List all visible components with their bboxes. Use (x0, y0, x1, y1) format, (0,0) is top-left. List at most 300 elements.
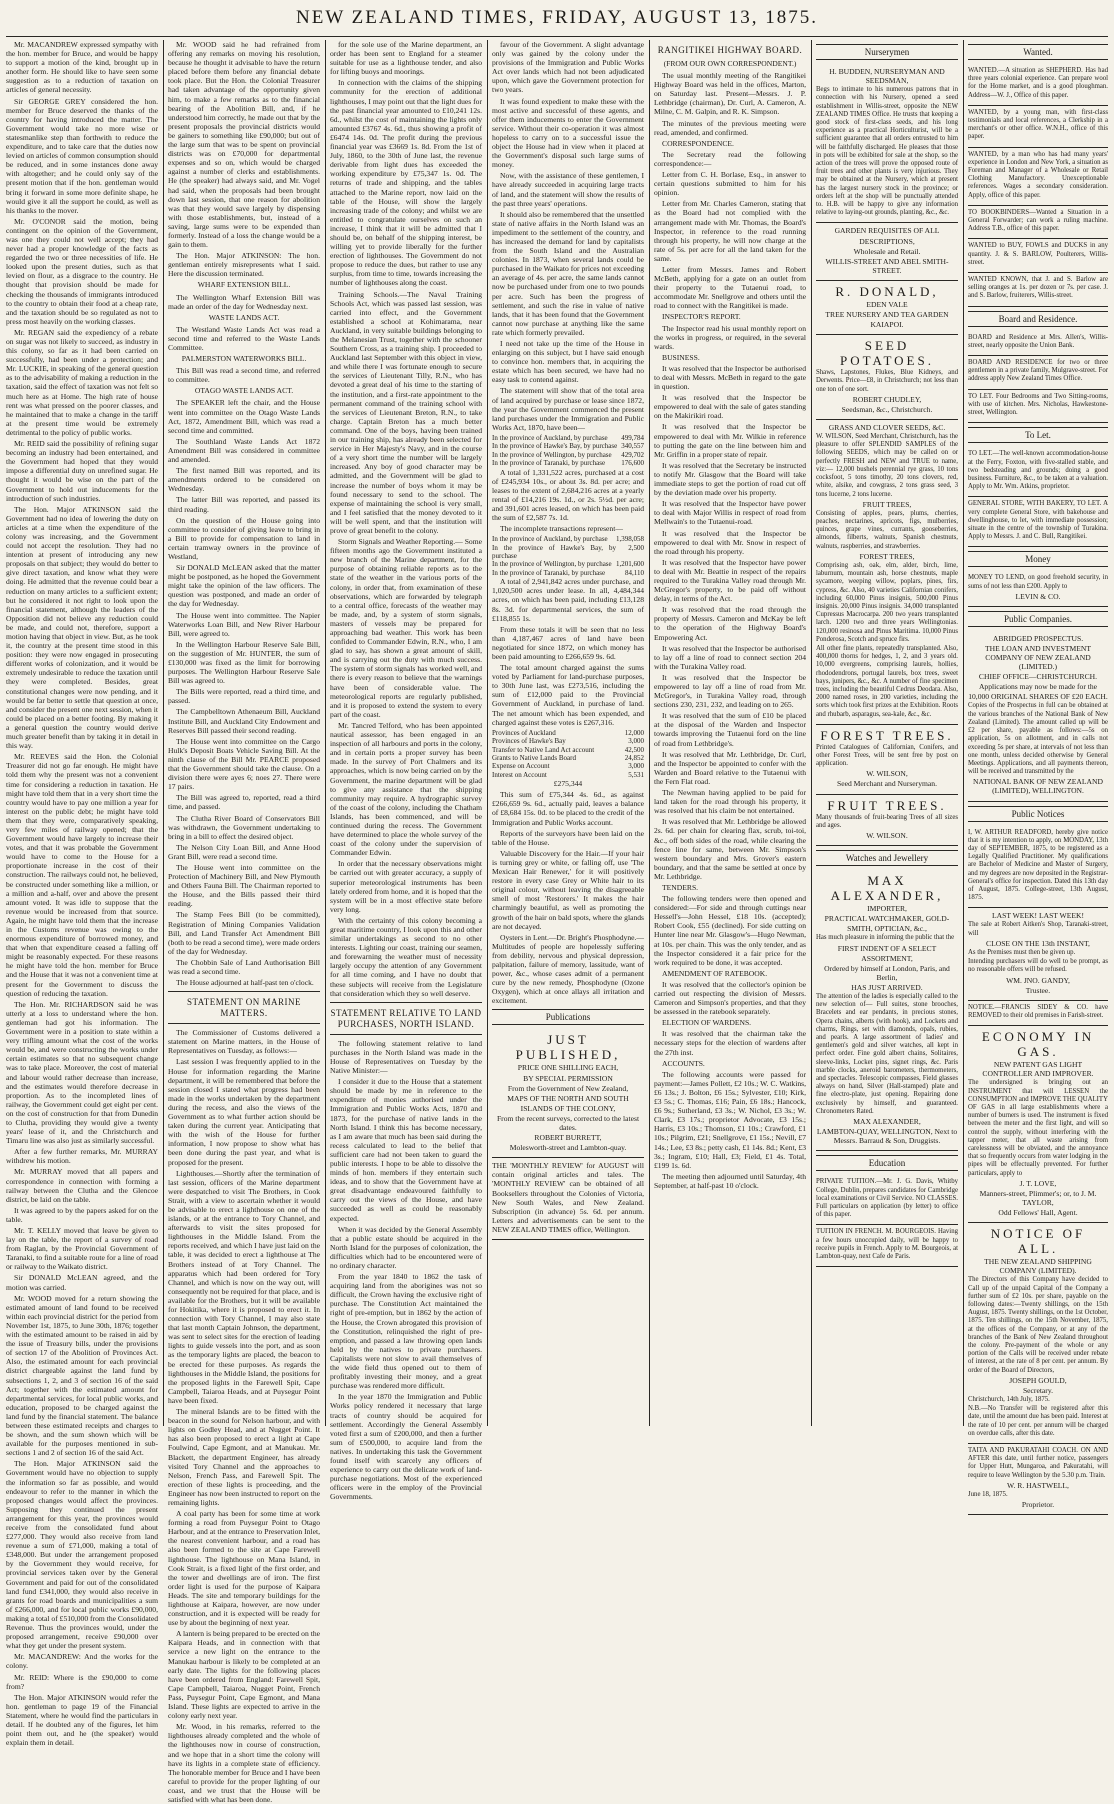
figures-value: 3,000 (628, 762, 644, 771)
advert-sign: LEVIN & CO. (1015, 591, 1061, 601)
article-paragraph: Letter from Mr. Charles Cameron, stating that as the Board had not complied with the arrangement made with Mr. Thomas, the Board's Inspector, in reference to the road running through his property, he will now charge at the rate of 5s. per acre for all the land taken for the same. (654, 199, 806, 263)
article-paragraph: It was resolved that the Inspector be authorised to deal with Messrs. McBeth in regard to the gate in question. (654, 363, 806, 392)
advert-body: TUITION IN FRENCH. M. BOURGEOIS. Having a few hours unoccupied daily, will be happy to receive pupils in French. Apply to M. Bourgeois, at Lambton-quay, next Cafe de Paris. (816, 1228, 958, 1260)
article-paragraph: It was resolved that the Inspector have power to deal with Mr. Beattie in respect of the repairs required to the Turakina Valley road through Mr. McGregor's property, to be paid off without delay, in terms of the Act. (654, 557, 806, 604)
advert-place: Secretary. (1022, 1385, 1054, 1395)
article-paragraph: The statement will show that of the total area of land acquired by purchase or lease since 1872, the year the Government commenced the present land purchases under the Immigration and Public Works Act, 1870, have been— (492, 386, 644, 432)
article-paragraph: This Bill was read a second time, and referred to committee. (168, 366, 320, 385)
figures-label: Provinces of Auckland (492, 728, 556, 737)
figures-label: In the province of Wellington, by purchase (492, 560, 612, 569)
article-paragraph: On the question of the House going into committee to consider of giving leave to bring in a Bill to provide for compensation to land in certain tramway owners in the province of Westland, (168, 515, 320, 561)
advert-sign: WM. JNO. GANDY, (1006, 975, 1070, 985)
article-headline: RANGITIKEI HIGHWAY BOARD. (657, 45, 803, 55)
advert-line: Ordered by himself at London, Paris, and Berlin, (824, 963, 950, 982)
article-paragraph: Sir DONALD McLEAN asked that the matter might be postponed, as he hoped the Government might take the opinion of the law officers. The question was postponed, and made an order of the day for Wednesday. (168, 563, 320, 609)
advert-body: GENERAL STORE, WITH BAKERY, TO LET. A very complete General Store, with bakehouse and dwellinghouse, to let, with immediate possession; situate in the centre of the township of Turakina. Apply to Messrs. J. and C. Bull, Rangitikei. (968, 500, 1108, 541)
article-paragraph: Sir DONALD McLEAN agreed, and the motion was carried. (6, 1273, 158, 1292)
money-advert (968, 571, 1108, 607)
advert-body: TO LET. Four Bedrooms and Two Sitting-rooms, with use of kitchen. Mrs. Nicholas, Hawkestone-street, Wellington. (968, 392, 1108, 417)
article-paragraph: Mr. WOOD moved for a return showing the estimated amount of land found to be received within each provincial district for the period from November 1st, 1875, to June 30th, 1876; together with the estimated amount to be raised in aid by the issue of Treasury bills, under the provisions of section 17 of the Abolition of Provinces Act. Also, the estimated amount for each provincial district chargeable against the land fund by subsections 1, 2, and 3 of section 16 of the said Act; together with the estimated amount for departmental services, for local public works, and education, proposed to be charged against the land fund by the financial statement. The balance between these estimated receipts and charges to be shown, and the sum shown which will be available for the purposes mentioned in sub-sections 1 and 2 of section 16 of the said Act. (6, 1293, 158, 1458)
column-7 (968, 40, 1108, 1510)
advert-line: PRACTICAL WATCHMAKER, GOLD- (824, 914, 950, 924)
article-paragraph: A coal party has been for some time at work forming a road from Puysegur Point to Otago Harbour, and at the entrance to Preservation Inlet, the nearest convenient harbour, and a road has also been formed to the site at Cape Farewell lighthouse. The lighthouse on Mana Island, in Cook Strait, is a fixed light of the first order, and the tower and dwellings are of iron. The first order light is used for the purpose of Kaipara Heads. The site and temporary buildings for the lighthouse at Kaipara, however, are now under construction, and it is expected will be ready for use by about the beginning of next year. (168, 1509, 320, 1628)
byline: (FROM OUR OWN CORRESPONDENT.) (663, 59, 797, 68)
advert-sign: W. WILSON, (866, 769, 908, 779)
column-2 (168, 40, 320, 1804)
article-paragraph: Mr. REEVES said the Hon. the Colonial Treasurer did not go far enough. He might have told them why the present was not a convenient time for considering a reduction in taxation. He might have told them that in a very short time the country would have to pay one million a year for interest on the public debt; he might have told them that they were, comparatively speaking, very few miles of railway opened; that the Government would have largely to increase their votes, and that it was probable the Government would have to come to the House for a proportionate increase in the cost of their construction. The railways could not, he believed, be constructed under something like a million, or a million and a-half, over and above the present amount voted. It was idle to suppose that the revenue would be increased from that source. Again, he might have told them that the increase in the Customs revenue was owing to the enormous expenditure of borrowed money, and that when that expenditure ceased a falling off might be reasonably expected. For these reasons he might have told the hon. member for Bruce and the House that it was not a convenient time at present for the Government to discuss the question of reducing the taxation. (6, 752, 158, 998)
article-paragraph: The incomplete transactions represent— (500, 524, 623, 534)
wanted-advert (968, 239, 1108, 273)
figures-row (492, 434, 644, 442)
article-paragraph: Mr. MURRAY moved that all papers and correspondence in connection with forming a railway between the Clutha and the Glencoe district, be laid on the table. (6, 1167, 158, 1204)
wanted-advert (968, 106, 1108, 148)
article-paragraph: The Westland Waste Lands Act was read a second time and referred to the Waste Lands Committee. (168, 324, 320, 352)
article-paragraph: It was resolved that the Inspector be empowered to deal with Mr. Snow in respect of the road through his property. (654, 528, 806, 556)
figures-row (492, 754, 644, 762)
article-paragraph: The House went into committee on the Cargo Hulk's Deposit Boats Vehicle Saving Bill. At the ninth clause of the Bill Mr. PEARCE proposed that the Government should take the clause. On a division there were ayes 6; noes 27. There were 17 pairs. (168, 736, 320, 792)
advert-body: TAITA AND PAKURATAHI COACH. ON AND AFTER this date, until further notice, passengers for Upper Hutt, Mungaroa, and Pakuratahi, will require to leave Wellington by the 5.30 p.m. Train. (968, 1446, 1108, 1479)
heading-rule (330, 1034, 482, 1035)
article-paragraph: In connection with the claims of the shipping community for the erection of additional lighthouses, I may point out that the light dues for the past financial year amounted to £10,241 12s. 6d., whilst the cost of maintaining the lights only amounted £3767 4s. 6d., thus showing a profit of £6474 14s. 0d. The profit during the previous financial year was £3669 1s. 8d. From the 1st of July, 1860, to the 30th of June last, the revenue derivable from light dues has exceeded the working expenditure by £75,347 1s. 0d. The returns of trade and shipping, and the tables attached to the Marine report, now laid on the table of the House, will show the largely increasing trade of the colony; and whilst we are entitled to congratulate ourselves on such an increase, I think that it will be admitted that I should be, on behalf of the shipping interest, be willing yet to provide liberally for the further erection of lighthouses. The Government do not propose to reduce the dues, but rather to use any surplus, from time to time, towards increasing the number of lighthouses along the coast. (330, 78, 482, 288)
figures-value: 340,557 (621, 442, 644, 451)
column-divider (649, 40, 650, 1426)
article-paragraph: The House went into committee on the Protection of Machinery Bill, and New Plymouth and Others Fauna Bill. The Chairman reported to the House, and the Bills passed their third reading. (168, 862, 320, 909)
advert-place: Trustee. (1025, 985, 1051, 995)
section-heading: WASTE LANDS ACT. (208, 312, 280, 322)
column-divider (963, 40, 964, 1426)
wanted-advert (968, 273, 1108, 307)
masthead-title: NEW ZEALAND TIMES, FRIDAY, AUGUST 13, 1875. (296, 7, 818, 28)
section-heading: OTAGO WASTE LANDS ACT. (194, 386, 294, 396)
article-paragraph: The Bills were reported, read a third time, and passed. (168, 687, 320, 706)
article-paragraph: The meeting then adjourned until Saturday, 4th September, at half-past 10 o'clock. (654, 1171, 806, 1190)
article-paragraph: A lantern is being prepared to be erected on the Kaipara Heads, and in connection with that service a new light on the entrance to the Manukau harbour is likely to be completed at an early date. The lights for the following places have been ordered from England: Farewell Spit, Cape Campbell, Taiaroa, Nugget Point, French Pass, Puysegur Point, Cape Egmont, and Mana Island. These lights are expected to arrive in the colony early next year. (168, 1629, 320, 1721)
column-6 (816, 40, 958, 1426)
advert-line: Applications may now be made for the (978, 682, 1098, 692)
general-store-advert (968, 497, 1108, 547)
advert-sign: JOSEPH GOULD, (1009, 1375, 1067, 1385)
publication-advert (492, 1029, 644, 1158)
article-paragraph: From these totals it will be seen that no less than 4,187,467 acres of land have been negotiated for since 1872, on which money has been paid amounting to £266,659 9s. 6d. (492, 624, 644, 661)
section-header-public-companies: Public Companies. (968, 611, 1108, 627)
figures-value: 24,852 (624, 753, 644, 762)
advert-body: NOTICE.—FRANCIS SIDEY & CO. have REMOVED to their old premises in Farish-street. (968, 1003, 1108, 1019)
advert-line: DESCRIPTIONS, (859, 236, 915, 246)
article-paragraph: Mr. Tancred Telford, who has been appointed nautical assessor, has been engaged in an inspection of all harbours and ports in the colony, and in certain ports a proper survey has been made. In the survey of Port Chalmers and its approaches, which is now being carried on by the Government, the marine department will be glad to give any assistance that the shipping community may require. A hydrographic survey of the coast of the colony, including the Chatham Islands, has been commenced, and will be continued during the recess. The Government have determined to place the whole survey of the coast of the colony under the supervision of Commander Edwin. (330, 720, 482, 858)
advert-sign: Odd Fellows' Hall, Agent. (998, 1208, 1078, 1218)
article-paragraph: It was resolved that the Inspector be empowered to deal with Mr. Wilkie in reference to putting the gate on the line between him and Mr. Griffin in a proper state of repair. (654, 422, 806, 459)
gas-economy-advert (968, 1026, 1108, 1223)
pub-title: JUST PUBLISHED, (515, 1032, 621, 1063)
review-text: THE 'MONTHLY REVIEW' for AUGUST will contain original articles and tales. The 'MONTHLY REVIEW' can be obtained of all Booksellers throughout the Colonies of Victoria, New South Wales, and New Zealand. Subscription (in advance) 5s. 6d. per annum. Letters and advertisements can be sent to the NEW ZEALAND TIMES office, Wellington. (492, 1161, 644, 1234)
advert-body: WANTED, by a young man, with first-class testimonials and local references, a Clerkship in a merchant's or other office. W.N.H., office of this paper. (968, 108, 1108, 141)
article-paragraph: The Hon. Major ATKINSON said the Government had no idea of lowering the duty on articles at a time when the expenditure of the colony was increasing, and the Government could not accept the resolution. They had no intention at present of introducing any new proposals on that subject; they would do better to give direct taxation, and know what they were doing. He admitted that the revenue could bear a reduction on many articles to a sufficient extent; but he considered it not right to look upon the financial statement, although the leaders of the Opposition did not believe any reduction could be made, and could not, therefore, support a motion having that object in view. But, as he took it, the country at the present time stood in this position: they were now engaged in prosecuting different works of colonization, and it would be extremely undesirable to reduce the taxation until they were completed. Besides, great constitutional changes were now pending, and it would be far better to settle that question at once, and consider the present one next session, when it could be placed on a better footing. By making it a general question the country would derive much greater benefit than by taking it in detail in this way. (6, 504, 158, 751)
advert-line: ASSORTMENT, (861, 953, 913, 963)
advert-place: Seedsman, &c., Christchurch. (841, 404, 933, 414)
advert-title: FRUIT TREES. (827, 797, 947, 813)
wanted-advert (968, 206, 1108, 240)
advert-subtitle: FOREST TREES, (859, 551, 915, 561)
article-paragraph: The following tenders were then opened and considered:—For side and through cuttings near Hessell's—John Hessel, £18 10s. (accepted); Robert Cook, £55 (declined). For side cutting on Hunter line near Mr. Glasgow's—Hugo Newman, at 10s. per chain. This was the only tender, and as the Inspector considered it a fair price for the work required to be done, it was accepted. (654, 894, 806, 967)
advert-body: TO LET.—The well-known accommodation-house at the Ferry, Foxton, with five-stalled stable, and two bedsteading and grounds; doing a good business. Furniture, &c., to be taken at a valuation. Apply to Mr. Wm. Atkins, proprietor. (968, 450, 1108, 491)
advert-body: TO BOOKBINDERS—Wanted a Situation in a General Forwarder; can work a ruling machine. Address T.B., office of this paper. (968, 208, 1108, 233)
section-header-wanted: Wanted. (968, 44, 1108, 60)
figures-value: 1,201,600 (616, 560, 644, 569)
article-paragraph: Training Schools.—The Naval Training Schools Act, which was passed last session, was carried into effect, and the Government established a school at Kohimarama, near Auckland, in very suitable buildings belonging to the Melanesian Trust, together with the schooner Southern Cross, as a training ship. I proceeded to Auckland last September with this object in view, and while there I was fortunate enough to secure the services of Lieutenant Tilly, R.N., who has devoted a great deal of his time to the starting of the institution, and a first-rate appointment to the permanent command of the training school with the services of Lieutenant Breton, R.N., to take charge. Captain Breton has a much better command. One of the boys, having been trained in our training ship, has already been selected for service in Her Majesty's Navy, and in the course of a very short time the number will be largely increased. Any boy of good character may be admitted, and the Government will be glad to increase the number of boys whom it may be found necessary to send to the school. The expense of maintaining the school is very small, and I feel satisfied that the money devoted to it will be well spent, and that the institution will prove of great benefit to the colony. (330, 289, 482, 535)
article-paragraph: A total of 1,331,522 acres, purchased at a cost of £245,934 10s., or about 3s. 8d. per acre; and leases to the extent of 2,684,216 acres at a yearly rental of £14,216 19s. 1d., or 2s. 5½d. per acre; and 391,601 acres leased, on which has been paid the sum of £2,587 7s. 1d. (492, 467, 644, 523)
advert-title: R. DONALD, (835, 283, 939, 299)
article-paragraph: In the year 1870 the Immigration and Public Works policy rendered it necessary that large tracts of country should be acquired for settlement. Accordingly the General Assembly voted first a sum of £200,000, and then a further sum of £500,000, to acquire land from the natives. In undertaking this task the Government found itself with scarcely any officers of experience to carry out the delicate work of land-purchase negotiations. Most of the experienced officers were in the employ of the Provincial Governments. (330, 1392, 482, 1502)
section-header-nurserymen: Nurserymen (816, 44, 958, 60)
article-paragraph: Mr. WOOD said he had refrained from offering any remarks on moving his resolution, because he thought it advisable to have the return placed before them before any financial debate took place. But the Hon. the Colonial Treasurer had taken advantage of the opportunity given him, to make a few remarks as to the financial bearing of the Abolition Bill, and, if he understood him correctly, he made out that by the present proposals the provincial districts would be gainers to something like £90,000; but out of the large sum that was to be spent on provincial districts was on £70,000 for departmental expenses and so on, which would be charged against a number of clerks and establishments. He (the speaker) had always said, and Mr. Vogel had said, when the proposals had been brought down last session, that one reason for abolition was that they would save largely by dispensing with those establishments, but, instead of a saving, large sums were to be expended than formerly. Instead of a loss the change would be a gain to them. (168, 40, 320, 250)
article-paragraph: The latter Bill was reported, and passed its third reading. (168, 495, 320, 514)
article-paragraph: It should also be remembered that the unsettled state of native affairs in the North Island was an impediment to the settlement of the country, and has increased the demand for land by capitalists from the South Island and the Australian colonies. In 1873, when several lands could be purchased in the Waikato for prices not exceeding an average of 4s. per acre, the same lands cannot now be purchased under from one to two pounds per acre. Such has been the progress of settlement, and such the rise in value of native lands, that it has been found that the Government cannot now purchase at anything like the same rate which formerly prevailed. (492, 209, 644, 337)
section-header-money: Money (968, 551, 1108, 567)
article-paragraph: Mr. REID said the possibility of refining sugar becoming an industry had been entertained, and the Government had hoped that they would impose a differential duty on unrefined sugar. He thought it would be wise on the part of the Government to hold out inducements for the introduction of such industries. (6, 439, 158, 503)
figures-row (492, 535, 644, 543)
advert-place: Proprietor. (1021, 1500, 1055, 1510)
figures-table (492, 535, 644, 577)
section-header-education: Education (816, 1155, 958, 1171)
figures-label: In the province of Auckland, by purchase (492, 433, 608, 442)
advert-body: The sale at Robert Aitken's Shop, Taranaki-street, will (968, 921, 1108, 937)
advert-subtitle: THE NEW ZEALAND SHIPPING COMPANY (LIMITED). (984, 1257, 1092, 1276)
figures-label: In the province of Auckland, by purchase (492, 535, 608, 544)
column-3 (330, 40, 482, 1502)
article-paragraph: The Bill was agreed to, reported, read a third time, and passed. (168, 793, 320, 812)
figures-value: 5,531 (628, 770, 644, 779)
figures-value: 429,702 (621, 450, 644, 459)
advert-subtitle: NEW PATENT GAS LIGHT CONTROLLER AND IMPROVER. (982, 1060, 1094, 1079)
closing-sale-advert (968, 908, 1108, 1000)
figures-value: 3,000 (628, 737, 644, 746)
article-paragraph: BUSINESS. (662, 352, 700, 362)
advert-line: KAIAPOI. (870, 320, 904, 330)
advert-sign: Manners-street, Plimmer's; or, to J. M. TAYLOR, (979, 1188, 1097, 1207)
private-tuition-advert (816, 1175, 958, 1225)
monthly-review-advert (492, 1158, 644, 1240)
figures-value: 1,398,058 (616, 535, 644, 544)
column-5 (654, 40, 806, 1426)
advert-sign: J. T. LOVE, (1019, 1178, 1057, 1188)
article-paragraph: The Southland Waste Lands Act 1872 Amendment Bill was considered in committee and amended. (168, 436, 320, 465)
french-tuition-advert (816, 1225, 958, 1267)
advert-line: HAS JUST ARRIVED. (851, 982, 923, 992)
advert-line: ABRIDGED PROSPECTUS. (992, 633, 1084, 643)
advert-line: 10,000 ORIGINAL SHARES OF £20 EACH. (968, 692, 1108, 702)
article-headline: STATEMENT RELATIVE TO LAND PURCHASES, NORTH ISLAND. (330, 1007, 482, 1029)
prospectus-advert (968, 631, 1108, 802)
advert-line: TREE NURSERY AND TEA GARDEN (825, 310, 949, 319)
figures-row (492, 459, 644, 467)
advert-body: Copies of the Prospectus in full can be obtained at the various branches of the National Bank of New Zealand (Limited). The amount called up will be £2 per share, payable as follows:—5s on application, 5s on allotment, and in calls not exceeding 5s per share, at intervals of not less than one month, unless decided otherwise by General Meetings. Applications, and all payments thereon, will be received and transmitted by the (968, 702, 1108, 776)
advert-line: CHIEF OFFICE—CHRISTCHURCH. (978, 672, 1098, 682)
article-headline: STATEMENT ON MARINE MATTERS. (186, 997, 302, 1019)
article-paragraph: The Campbelltown Athenaeum Bill, Auckland Institute Bill, and Auckland City Endowment and Reserves Bill passed their second reading. (168, 707, 320, 735)
figures-table (492, 434, 644, 468)
article-paragraph: I need not take up the time of the House in enlarging on this subject, but I have said enough to convince hon. members that, in acquiring the estate which has been secured, we have had no easy task to contend against. (492, 339, 644, 385)
article-paragraph: Last session I was frequently applied to in the House for information regarding the Marine department, it will be remembered that before the session closed I stated what progress had been made in the works undertaken by the department during the recess, and also the views of the Government as to what further action should be taken during the current year. Anticipating that with the wish of the House for further information, I now propose to show what has been done during the past year, and what is proposed for the present. (168, 1057, 320, 1167)
advert-title: ECONOMY IN GAS. (981, 1029, 1095, 1060)
advert-body: Has much pleasure in informing the public that the (816, 934, 955, 942)
article-paragraph: The following accounts were passed for payment:—James Pollett, £2 10s.; W. C. Watkins, £6 13s.; J. Bolton, £6 15s.; Sylvester, £10; Kirk, £3 5s.; C. Thomas, £16; Pain, £6 18s.; Hancock, £6 9s.; Sutherland, £3 3s.; W. Nichol, £3 3s.; W. Clark, £3 17s.; proprietor Advocate, £3 15s.; Harris, £3 10s.; Thomson, £1 10s.; Crawford, £1 10s.; Pilgrim, £21; Snellgrove, £1 15s.; Nevill, £7 14s.; Lee, £3 8s.; petty cash, £1 14s. 8d.; Kent, £3 3s.; Ingram, £10; Hall, £3; Field, £1 4s. Total, £199 1s. 6d. (654, 1069, 806, 1170)
article-paragraph: The Newman having applied to be paid for land taken for the road through his property, it was resolved that his claim be not entertained. (654, 788, 806, 816)
article-paragraph: The SPEAKER left the chair, and the House went into committee on the Otago Waste Lands Act, 1872, Amendment Bill, which was read a second time and committed. (168, 398, 320, 435)
article-paragraph: The House adjourned at half-past ten o'clock. (176, 978, 314, 988)
article-paragraph: I consider it due to the House that a statement should be made by me in reference to the expenditure of monies authorised under the Immigration and Public Works Acts, 1870 and 1873, for the purchase of native lands in the North Island. I think this has become necessary, as I am aware that much has been said during the recess calculated to lead to the belief that sufficient care had not been taken to guard the public interests. I hope to be able to dissolve the minds of hon. members if they entertain such ideas, and to show that the Government have at great disadvantage endeavoured faithfully to carry out the views of the House, and have succeeded as well as could be reasonably expected. (330, 1077, 482, 1223)
figures-value: 176,600 (621, 459, 644, 468)
advert-line: SMITH, OPTICIAN, &c., (847, 924, 927, 934)
article-paragraph: The Commissioner of Customs delivered a statement on Marine matters, in the House of Representatives on Tuesday, as follows:— (168, 1028, 320, 1056)
shipping-company-notice (968, 1223, 1108, 1444)
figures-row (492, 544, 644, 561)
article-paragraph: It was resolved that the Inspector be authorised to lay off a line of road to connect section 204 with the Turakina Valley road. (654, 643, 806, 671)
columns (6, 40, 1108, 1804)
section-header-public-notices: Public Notices (968, 806, 1108, 822)
advert-body: June 18, 1875. (968, 1490, 1008, 1498)
advert-body: Comprising ash, oak, elm, alder, birch, lime, laburnum, mountain ash, horse chestnuts, maple sycamore, weeping willow, poplars, pines, firs, cypress, &c. Also, 40 varieties Californian conifers, including 60,000 Pinus insignis, 500,000 Pinus insignis. 20,000 Pinus insignis. 34,000 transplanted Cupressus Macrocarpa. 200 two years transplanted larch. 1200 two and three years Wellingtonias. 120,000 resinosa and Pinus Maritima. 10,000 Pinus Ponderosa, Scotch and spruce firs. (816, 561, 958, 643)
article-paragraph: Valuable Discovery for the Hair.—If your hair is turning grey or white, or falling off, use 'The Mexican Hair Renewer,' for it will positively restore in every case Grey or White hair to its original colour, without leaving the disagreeable smell of most 'Restorers.' It makes the hair charmingly beautiful, as well as promoting the growth of the hair on bald spots, where the glands are not decayed. (492, 848, 644, 931)
masthead (0, 0, 1114, 36)
pub-special: BY SPECIAL PERMISSION (523, 1073, 613, 1083)
article-paragraph: It was found expedient to make these with the most active and successful of these agents, and offer them inducements to enter the Government service. Without their co-operation it was almost hopeless to carry on to a successful issue the object the House had in view when it placed at the Government's disposal such large sums of money. (492, 96, 644, 170)
donald-advert (816, 281, 958, 335)
article-paragraph: In order that the necessary observations might be carried out with greater accuracy, a supply of superior meteorological instruments has been lately ordered from home, and it is hoped that the system will be in a most effective state before very long. (330, 859, 482, 914)
article-paragraph: Lighthouses.—Shortly after the termination of last session, officers of the Marine department were despatched to visit The Brothers, in Cook Strait, with a view to ascertain whether it would be advisable to erect a lighthouse on one of the islands, or at the entrance to Tory Channel, and afterwards to visit the sites proposed for lighthouses in the Middle Island. From the reports received, and which I have just laid on the table, it was decided to erect a lighthouse at The Brothers instead of at Tory Channel. The apparatus which had been ordered for Tory Channel, and which is now on the way out, will consequently not be required for that place, and is available for the Brothers, but it will be available for Hokitika, where it is proposed to erect it. In connection with Tory Channel, I may also state that last month Captain Johnson, the department, was sent to select sites for the erection of leading lights to guide vessels into the port, and as soon as the temporary lights are placed, the beacon to be erected for these purposes. As regards the lighthouses in the Middle Island, the positions for the proposed lights in the Farewell Spit, Cape Campbell, Taiaroa Heads, and at Puysegur Point have been fixed. (168, 1168, 320, 1405)
article-paragraph: With the certainty of this colony becoming a great maritime country, I look upon this and other similar undertakings as second to no other interests. Lighting our coast, training our seamen, and forewarning the weather must of necessity largely occupy the attention of any Government for all time coming, and I have no doubt that these subjects will receive from the Legislature that consideration which they so well deserve. (330, 915, 482, 998)
article-paragraph: The Hon. Major ATKINSON: The hon. gentleman entirely misrepresents what I said. Here the discussion terminated. (168, 251, 320, 279)
garden-requisites-advert (816, 223, 958, 280)
article-paragraph: Mr. REGAN said the expediency of a rebate on sugar was not likely to succeed, as industry in this colony, so far as it had been carried on successfully, had been under a protection; and Mr. LUCKIE, in speaking of the general question as to the advisability of making a reduction in the taxation, said the effect of taxation was not felt so much here as at Home. The high rate of house rent was what pressed on the poorer classes, and he maintained that to make a change in the tariff at the present time would be extremely detrimental to the policy of public works. (6, 327, 158, 437)
board-advert (968, 331, 1108, 356)
publisher-address: Molesworth-street and Lambton-quay. (509, 1143, 627, 1153)
article-paragraph: It was resolved that the road through the property of Messrs. Cameron and McKay be left to the operation of the Highway Board's Empowering Act. (654, 605, 806, 642)
advert-line: THE LOAN AND INVESTMENT COMPANY OF NEW ZEALAND (LIMITED.) (984, 643, 1092, 672)
article-paragraph: It was resolved that the chairman take the necessary steps for the election of wardens after the 27th inst. (654, 1029, 806, 1057)
advert-body: As the Premises must then be given up. (968, 948, 1076, 956)
advert-body: Printed Catalogues of Californian, Conifers, and other Forest Trees, will be sent free by post on application. (816, 743, 958, 768)
advert-title: MAX ALEXANDER, (830, 873, 944, 904)
advert-body: PRIVATE TUITION.—Mr. J. G. Davis, Whitby College, Dublin, prepares candidates for Cambridge local examinations or Civil Service. NO CLASSES. Full particulars on application (by letter) to office of this paper. (816, 1178, 958, 1219)
figures-value: 42,500 (624, 745, 644, 754)
forest-trees-advert (816, 725, 958, 795)
grass-seeds-advert (816, 420, 958, 725)
figures-row (492, 762, 644, 770)
advert-body: I, W. ARTHUR READFORD, hereby give notice that it is my intention to apply, on MONDAY, 13th day of SEPTEMBER, 1875, to be registered as a Legally Qualified Practitioner. My qualifications are Bachelor of Medicine and Master of Surgery, and my degrees are now deposited in the Registrar-General's office for inspection. Dated this 13th day of August, 1875. College-street, 13th August, 1875. (968, 828, 1108, 902)
section-heading: WHARF EXTENSION BILL. (197, 280, 291, 290)
board-advert (968, 356, 1108, 390)
article-paragraph: The Inspector read his usual monthly report on the works in progress, or required, in the several wards. (654, 323, 806, 351)
advert-title: H. BUDDEN, NURSERYMAN AND SEEDSMAN, (829, 67, 945, 86)
figures-label: Provinces of Hawke's Bay (492, 737, 566, 746)
figures-label: Interest on Account (492, 770, 547, 779)
article-paragraph: The Hon. Mr. RICHARDSON said he was utterly at a loss to understand where the hon. gentleman had got his information. The Government were in a position to state within a very trifling amount what the cost of the works would be, and were constructing the works under certain estimates so that no subsequent change was to take place. Moreover, the cost of material and labour would rather decrease than increase, and the estimates would therefore decrease in proportion. As to the incompleted lines of railway, the Government could get eight per cent. on the cost of construction for that from Dunedin to Clutha, providing they would give a twenty years' lease of it, and the Christchurch and Timaru line was also just as similarly successful. (6, 999, 158, 1146)
advert-sign: MAX ALEXANDER, (853, 1117, 921, 1127)
article-paragraph: favour of the Government. A slight advantage only was gained by the colony under the provisions of the Immigration and Public Works Act over lands which had not been adjudicated upon, which gave the Government protection for two years. (492, 40, 644, 95)
article-paragraph: From the year 1840 to 1862 the task of acquiring land from the aborigines was not so difficult, the Crown having the exclusive right of purchase. The Constitution Act maintained the right of pre-emption, but in 1862 by the action of the House, the Crown abrogated this provision of the Constitution, relinquished the right of pre-emption, and passed a law throwing open lands held by the natives to private purchasers. Capitalists were not slow to avail themselves of the wide field thus opened out to them of profitably investing their money, and a great purchase was rendered more difficult. (330, 1272, 482, 1391)
section-header-to-let: To Let. (968, 427, 1108, 443)
figures-label: In the province of Hawke's Bay, by purchase (492, 543, 616, 561)
figures-row (492, 737, 644, 745)
article-paragraph: ACCOUNTS. (662, 1058, 705, 1068)
article-paragraph: Mr. MACANDREW expressed sympathy with the hon. member for Bruce, and would be happy to support a motion of the kind, brought up in another form. He should like to have seen some suggestion as to a reduction of taxation on articles of general necessity. (6, 40, 158, 95)
section-header-board: Board and Residence. (968, 311, 1108, 327)
article-paragraph: The Hon. Major ATKINSON would refer the hon. gentleman to page 19 of the Financial Statement, where he would find the particulars in detail. If he doubted any of the figures, let him point them out, and he (the speaker) would explain them in detail. (6, 1692, 158, 1748)
advert-title: GRASS AND CLOVER SEEDS, &C. (828, 422, 946, 432)
readford-notice (968, 826, 1108, 909)
article-paragraph: ELECTION OF WARDENS. (662, 1018, 752, 1028)
pub-surveys: From the recent surveys, corrected to the latest dates. (496, 1113, 640, 1132)
advert-body: The attention of the ladies is especially called to the new selection of— Full suites, stone brooches, Bracelets and ear pendants, in precious stones, Opera chains, alberts (with hook), and Lockets and charms, Rings, set with diamonds, opals, rubies, and pearls. A large assortment of ladies' and gentlemen's gold and silver watches, all kept in perfect order. Fine gold albert chains, Solitaires, sleeve-links, Locket pins, signet rings, &c. Paris marble clocks, aneroid barometers, thermometers, and spectacles. Telescopic compasses, Field glasses always on hand, Silver (Hall-stamped) plate and fine electro-plate, just opening. Repairing done exclusively by himself, and guaranteed. Chronometers Rated. (816, 993, 958, 1115)
advert-sign: W. R. HASTWELL, (1007, 1480, 1069, 1490)
advert-body: Intending purchasers will do well to be prompt, as no reasonable offers will be refused. (968, 958, 1108, 974)
advert-line: GARDEN REQUISITES OF ALL (834, 226, 940, 236)
coach-advert (968, 1444, 1108, 1515)
article-paragraph: The Hon. Major ATKINSON said the Government would have no objection to supply the information so far as possible, and would endeavour to refer to the manner in which the proposed changes would affect the provinces. Supposing they continued the present arrangement for this year, the provinces would receive from the consolidated fund about £277,000. They would also receive from land revenue a sum of £71,000, making a total of £348,000. But under the arrangement proposed by the Government they would receive, for provincial services taken over by the General Government and paid for out of the consolidated land fund £341,000, they would also receive in grants for road boards and municipalities a sum of £266,000, and for local public works £90,000, making a total of £510,000 from the Consolidated Revenue. Thus the provinces would, under the proposed arrangement, receive £90,000 over what they get under the present system. (6, 1459, 158, 1651)
figures-label: In the province of Wellington, by purchase (492, 450, 612, 459)
article-paragraph: The mineral Islands are to be fitted with the beacon in the sound for Nelson harbour, and with lights on Godley Head, and at Nugget Point. It has also been proposed to erect a light at Cape Foulwind, Cape Egmont, and at Manukau. Mr. Blackett, the department Engineer, has already visited Tory Channel and the approaches to Nelson, French Pass, and Farewell Spit. The erection of these lights is proceeding, and the Engineer has now been instructed to report on the remaining lights. (168, 1407, 320, 1507)
article-paragraph: Now, with the assistance of these gentlemen, I have already succeeded in acquiring large tracts of land, and the statement will show the results of the past three years' operations. (492, 171, 644, 208)
advert-sign: NATIONAL BANK OF NEW ZEALAND (LIMITED), WELLINGTON. (973, 777, 1103, 796)
fruit-trees-advert (816, 795, 958, 847)
article-paragraph: The House went into committee. The Napier Waterworks Loan Bill, and New River Harbour Bill, were agreed to. (168, 610, 320, 638)
heading-rule (330, 1002, 482, 1003)
article-paragraph: The following statement relative to land purchases in the North Island was made in the House of Representatives on Tuesday by the Native Minister:— (330, 1038, 482, 1076)
section-heading: PALMERSTON WATERWORKS BILL. (181, 354, 307, 364)
max-alexander-advert (816, 870, 958, 1151)
article-paragraph: Letter from C. H. Borlase, Esq., in answer to certain questions submitted to him for his opinion. (654, 170, 806, 198)
article-paragraph: It was agreed to by the papers asked for on the table. (6, 1205, 158, 1224)
figures-label: Grants to Native Lands Board (492, 753, 576, 762)
advert-title: SEED POTATOES. (840, 338, 934, 369)
article-paragraph: TENDERS. (662, 882, 699, 892)
article-paragraph: The Chobbin Sale of Land Authorisation Bill was read a second time. (168, 957, 320, 976)
figures-total: £275,344 (553, 779, 583, 789)
advert-line: FIRST INDENT OF A SELECT (837, 943, 937, 953)
column-divider (325, 40, 326, 1426)
column-divider (163, 40, 164, 1426)
advert-body: W. WILSON, Seed Merchant, Christchurch, has the pleasure to offer SPLENDID SAMPLES of the following SEEDS, which may be called on or perfectly FRESH and NEW and TRUE to name, viz:— 12,000 bushels perennial rye grass, 10 tons cocksfoot, 5 tons timothy, 20 tons clovers, red, white, alsike, and cowgrass, 2 tons grass seed, 3 tons lucerne, 2 tons lucerne. (816, 433, 958, 498)
article-paragraph: Sir GEORGE GREY considered the hon. member for Bruce deserved the thanks of the country for having introduced the matter. The Government would take no more wise or statesmanlike step than forthwith to reduce the expenditure, and to take care that the duties now levied on articles of common consumption should be reduced, and in some instances done away with altogether; and he could only say of the present motion that if the hon. gentleman would bring it forward in some more definite shape, he would give it all the support he could, as well as his thanks to the mover. (6, 96, 158, 215)
figures-value: 84,110 (625, 568, 644, 577)
article-paragraph: The total amount charged against the sums voted by Parliament for land-purchase purposes, to 30th June last, was £273,516, including the sum of £12,000 paid to the Provincial Government of Auckland, in purchase of land. The net amount which has been expended, and charged against these votes is £267,316. (492, 663, 644, 727)
wanted-advert (968, 148, 1108, 206)
section-header-publications: Publications (492, 1009, 644, 1025)
article-paragraph: The Wellington Wharf Extension Bill was made an order of the day for Wednesday next. (168, 292, 320, 311)
figures-label: In the province of Hawke's Bay, by purchase (492, 442, 618, 451)
advert-sign: W. WILSON. (866, 830, 908, 840)
pub-islands: ISLANDS OF THE COLONY, (520, 1103, 616, 1113)
advert-line: EDEN VALE (866, 299, 908, 309)
article-paragraph: When it was decided by the General Assembly that a public estate should be acquired in the North Island for the purposes of colonization, the difficulties which had to be encountered were of no ordinary character. (330, 1224, 482, 1270)
advert-line: IMPORTER, (867, 904, 907, 914)
advert-body: N.B.—No Transfer will be registered after this date, until the amount due has been paid. Interest at the rate of 10 per cent. per annum will be charged on overdue calls, after this date. (968, 1405, 1108, 1437)
heading-rule (168, 1023, 320, 1024)
article-paragraph: Reports of the surveyors have been laid on the table of the House. (492, 828, 644, 847)
advert-body: Begs to intimate to his numerous patrons that in connection with his Nursery, opened a seed establishment in Willis-street, opposite the NEW ZEALAND TIMES Office. He trusts that keeping a good stock of first-class seeds, and his long experience as a practical Horticulturist, will be a sufficient guarantee that all orders entrusted to him will be faithfully discharged. He pleases that those in pots will be exhibited for sale at the shop, so the action of the trees will prove the opposed route of fruit trees and other plants is very injurious. They may be obtained at the Nursery, which at present has the largest nursery stock in the province; or orders left at the shop will be punctually attended to. H.B. will be happy to give any information relative to laying-out grounds, planting, &c., &c. (816, 86, 958, 217)
article-paragraph: It was resolved that Mr. Lethbridge be allowed 2s. 6d. per chain for clearing flax, scrub, toi-toi, &c., off both sides of the road, while clearing the fence line for same, between Mr. Simpson's western boundary and Mrs. Grover's eastern boundary, and that the same be settled at once by Mr. Lethbridge. (654, 817, 806, 881)
article-paragraph: The Nelson City Loan Bill, and Anne Hood Grant Bill, were read a second time. (168, 842, 320, 861)
article-paragraph: The Stamp Fees Bill (to be committed), Registration of Mining Companies Validation Bill, and Land Transfer Act Amendment Bill (both to be read a second time), were made orders of the day for Wednesday. (168, 910, 320, 956)
article-paragraph: The Clutha River Board of Conservators Bill was withdrawn, the Government undertaking to bring in a bill to effect the desired object. (168, 813, 320, 841)
article-paragraph: Mr. O'CONOR said the motion, being contingent on the opinion of the Government, was one they could not well accept; they had never had a proper knowledge of the facts as regarded the two or three necessities of life. He looked upon the present duties, such as that levied on flour, as a disgrace to the country. He thought that provision should be made for checking the thousands of immigrants introduced to the country to obtain their food at a cheap rate, and the taxation should be so regulated as not to press most heavily on the working classes. (6, 216, 158, 326)
figures-label: In the province of Taranaki, by purchase (492, 459, 606, 468)
article-paragraph: It was resolved that the Inspector have power to deal with Major Willis in respect of road from Mellwain's to the Tutaenui-road. (654, 499, 806, 527)
wanted-advert (968, 64, 1108, 106)
figures-label: In the province of Taranaki, by purchase (492, 568, 606, 577)
advert-line: CLOSE ON THE 13th INSTANT, (986, 938, 1090, 948)
article-paragraph: A total of 2,941,842 acres under purchase, and 1,020,500 acres under lease. In all, 4,484,344 acres, on which has been paid, including £13,128 8s. 3d. for departmental services, the sum of £118,855 1s. (492, 577, 644, 623)
figures-table (492, 729, 644, 779)
figures-row (492, 442, 644, 450)
advert-body: Many thousands of fruit-bearing Trees of all sizes and ages. (816, 813, 958, 829)
figures-row (492, 560, 644, 568)
figures-row (492, 451, 644, 459)
article-paragraph: The first named Bill was reported, and its amendments ordered to be considered on Wednesday. (168, 466, 320, 494)
advert-line: WILLIS-STREET AND ABEL SMITH-STREET. (825, 256, 949, 275)
advert-body: BOARD and Residence at Mrs. Allen's, Willis-street, nearly opposite the Union Bank. (968, 333, 1108, 349)
advert-title: NOTICE OF ALL. (990, 1226, 1086, 1257)
advert-place: Seed Merchant and Nurseryman. (837, 779, 937, 789)
article-paragraph: It was resolved that Mr. Lethbridge, Dr. Curl, and the Inspector be appointed to confer with the Warden and Board relative to the Tutaenui with the Fern Flat road. (654, 749, 806, 786)
advert-body: The undersigned is bringing out an INSTRUMENT that will LESSEN the CONSUMPTION and IMPROVE THE QUALITY OF GAS in all large establishments where a number of burners is used. The instrument is fixed between the meter and the first light, and will so control the supply, without interfering with the tapper meter, that all waste arising from carelessness will be obviated, and the annoyance that so frequently occurs from water lodging in the pipes will be effectually prevented. For further particulars, apply to (968, 1079, 1108, 1177)
advert-body: WANTED.—A situation as SHEPHERD. Has had three years colonial experience. Can prepare wool for the Home market, and is a good ploughman. Address—W. J., Office of this paper. (968, 67, 1108, 99)
figures-label: Expense on Account (492, 762, 550, 771)
article-paragraph: After a few further remarks, Mr. MURRAY withdrew his motion. (6, 1147, 158, 1166)
advert-body: WANTED KNOWN, that J. and S. Barlow are selling oranges at 1s. per dozen or 7s. per case. J. and S. Barlow, fruiterers, Willis-street. (968, 276, 1108, 300)
advert-title: FOREST TREES. (820, 727, 954, 743)
pub-price: PRICE ONE SHILLING EACH, (517, 1063, 619, 1073)
pub-from: From the Government of New Zealand, (507, 1083, 629, 1093)
article-paragraph: Storm Signals and Weather Reporting.— Some fifteen months ago the Government instituted a new branch of the Marine department, for the purpose of obtaining reliable reports as to the state of the weather in the various ports of the colony, in order that, from examination of these observations, which are forwarded by telegraph to a central office, forecasts of the weather may be made, and, by a system of storm signals, masters of vessels may be prepared for approaching bad weather. This work has been confided to Commander Edwin, R.N., who, I am glad to say, has shown a great amount of skill, and is carrying out the duty with much success. The system of storm signals has worked well, and there is every reason to believe that the warnings have been of considerable value. The meteorological reports are regularly published, and it is proposed to extend the system to every part of the coast. (330, 537, 482, 719)
advert-line: Wholesale and Retail. (853, 246, 921, 256)
advert-body: WANTED, by a man who has had many years' experience in London and New York, a situation as Foreman and Manager of a Wholesale or Retail Clothing Manufactory. Unexceptionable references. Wages a secondary consideration. Apply, office of this paper. (968, 150, 1108, 199)
column-4 (492, 40, 644, 1426)
figures-row (492, 569, 644, 577)
masthead-rule (6, 36, 1108, 37)
article-paragraph: In the Wellington Harbour Reserve Sale Bill, on the suggestion of Mr. HUNTER, the sum of £130,000 was fixed as the limit for borrowing purposes. The Wellington Harbour Reserve Sale Bill was agreed to. (168, 639, 320, 686)
advert-place: LAMBTON-QUAY, WELLINGTON, Next to Messrs. Barraud & Son, Druggists. (816, 1127, 958, 1146)
article-paragraph: The minutes of the previous meeting were read, amended, and confirmed. (654, 118, 806, 137)
article-paragraph: It was resolved that the Inspector be empowered to lay off a line of road from Mr. McGregor's, in Turakina Valley road, through sections 230, 231, 232, and leading on to 265. (654, 672, 806, 710)
pub-maps: MAPS OF THE NORTH AND SOUTH (507, 1093, 629, 1103)
seed-potatoes-advert (816, 335, 958, 420)
figures-row (492, 746, 644, 754)
advert-subtitle: FRUIT TREES, (862, 499, 912, 509)
advert-body: BOARD AND RESIDENCE for two or three gentlemen in a private family, Mulgrave-street. For address apply New Zealand Times Office. (968, 359, 1108, 383)
advert-sign: ROBERT CHUDLEY, (852, 394, 922, 404)
figures-row (492, 729, 644, 737)
column-1 (6, 40, 158, 1748)
figures-value: 2,500 (628, 543, 644, 552)
column-divider (487, 40, 488, 1426)
advert-body: Consisting of apples, pears, plums, cherries, peaches, nectarines, apricots, figs, mulberries, quinces, grape vines, currants, gooseberries, almonds, filberts, walnuts, Spanish chestnuts, walnuts, raspberries, and strawberries. (816, 509, 958, 550)
advert-body: All other fine plants, repeatedly transplanted. Also, 400,000 thorns for hedges, 1, 2, and 3 years old. 10,000 evergreens, comprising laurels, hollies, rhododendrons, portugal laurels, box trees, sweet bays, junipers, &c., &c. A number of fine specimen trees, including the beautiful Cedrus Deodara. Also, 2000 named roses, in 200 varieties, including the sorts which took first prizes at the Exhibition. Roots and rhubarb, asparagus, sea-kale, &c., &c. (816, 644, 958, 718)
article-paragraph: Mr. MACANDREW: And the works for the colony. (6, 1652, 158, 1671)
article-paragraph: It was resolved that the collector's opinion be carried out respecting the division of Messrs. Cameron and Simpson's properties, and that they be assessed in the ratebook separately. (654, 979, 806, 1017)
advert-body: Shaws, Lapstones, Flukes, Blue Kidneys, and Derwents. Price—£8, in Christchurch; not less than one ton of one sort. (816, 369, 958, 393)
section-header-watches: Watches and Jewellery (816, 850, 958, 866)
article-paragraph: It was resolved that the sum of £10 be placed at the disposal of the Warden and Inspector towards improving the Tutaenui ford on the line of road from Lethbridge's. (654, 711, 806, 748)
article-paragraph: The Secretary read the following correspondence:— (654, 149, 806, 168)
figures-label: Transfer to Native Land Act account (492, 745, 595, 754)
advert-body: The Directors of this Company have decided to Call up of the unpaid Capital of the Company a further sum of £2 10s. per share, payable on the following dates:—Twenty shillings, on the 15th August, 1875. Twenty shillings, on the 1st October, 1875. Ten shillings, on the 15th November, 1875, at the offices of the Company, or at any of the branches of the Bank of New Zealand throughout the colony. Pre-payment of the whole or any portion of the Calls will be received under rebate of interest, at the rate of 8 per cent. per annum. By order of the Board of Directors, (968, 1276, 1108, 1374)
article-paragraph: This sum of £75,344 4s. 6d., as against £266,659 9s. 6d., actually paid, leaves a balance of £8,684 15s. 0d. to be placed to the credit of the Immigration and Public Works account. (492, 790, 644, 827)
advert-body: MONEY TO LEND, on good freehold security, in sums of not less than £200. Apply to (968, 574, 1108, 590)
article-paragraph: for the sole use of the Marine department, an order has been sent to England for a steamer suitable for use as a lighthouse tender, and also for lifting buoys and moorings. (330, 40, 482, 77)
figures-row (492, 771, 644, 779)
article-paragraph: CORRESPONDENCE. (662, 138, 734, 148)
